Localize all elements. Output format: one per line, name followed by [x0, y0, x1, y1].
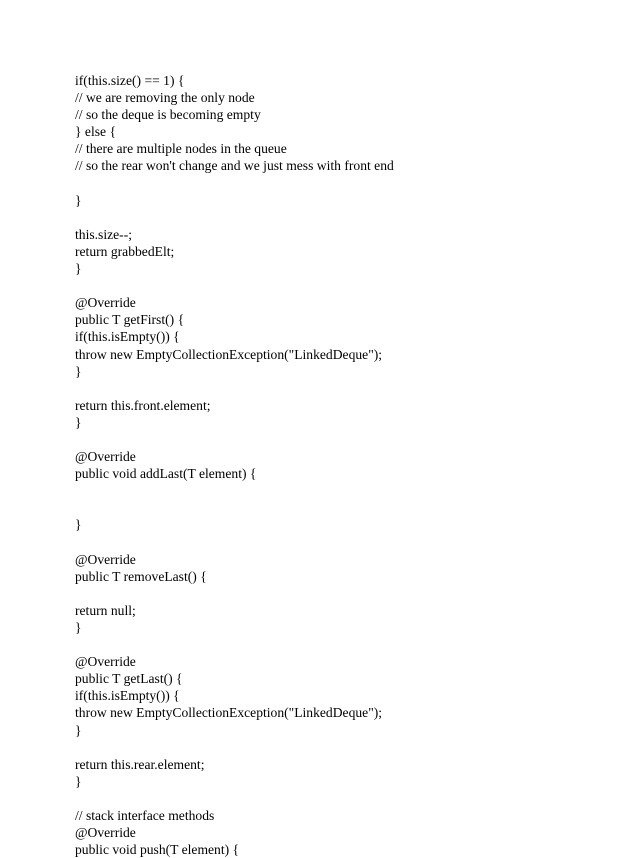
- code-line: }: [75, 620, 82, 635]
- code-line: return null;: [75, 602, 136, 618]
- code-line: }: [75, 261, 82, 277]
- code-line: [75, 585, 394, 602]
- code-line: public T removeLast() {: [75, 568, 207, 584]
- code-line: public void push(T element) {: [75, 842, 240, 858]
- code-line: [75, 431, 394, 448]
- code-line: this.size--;: [75, 226, 133, 242]
- code-line: [75, 380, 394, 397]
- code-line: } else {: [75, 124, 116, 140]
- code-line: @Override: [75, 825, 136, 841]
- code-line: [75, 636, 394, 653]
- code-line: // there are multiple nodes in the queue: [75, 141, 287, 157]
- code-line: throw new EmptyCollectionException("LinkedDeque");: [75, 705, 383, 721]
- code-line: }: [75, 414, 82, 430]
- code-line: [75, 534, 394, 551]
- code-line: @Override: [75, 449, 136, 465]
- code-line: // so the deque is becoming empty: [75, 107, 261, 123]
- code-line: }: [75, 722, 82, 738]
- code-line: }: [75, 773, 82, 789]
- code-line: }: [75, 192, 82, 208]
- code-line: if(this.isEmpty()) {: [75, 329, 180, 345]
- code-line: [75, 209, 394, 226]
- code-line: @Override: [75, 551, 136, 567]
- code-line: // stack interface methods: [75, 808, 215, 824]
- code-line: [75, 790, 394, 807]
- code-line: @Override: [75, 295, 136, 311]
- code-line: return this.front.element;: [75, 397, 211, 413]
- code-line: }: [75, 517, 82, 533]
- code-line: if(this.isEmpty()) {: [75, 688, 180, 704]
- code-line: public T getLast() {: [75, 671, 183, 687]
- code-line: [75, 499, 394, 516]
- code-line: public T getFirst() {: [75, 312, 185, 328]
- code-line: [75, 175, 394, 192]
- code-line: if(this.size() == 1) {: [75, 73, 185, 88]
- code-line: // so the rear won't change and we just mess with front end: [75, 158, 394, 174]
- code-line: }: [75, 363, 82, 379]
- code-line: [75, 277, 394, 294]
- code-line: [75, 482, 394, 499]
- code-line: @Override: [75, 654, 136, 670]
- code-line: return this.rear.element;: [75, 756, 205, 772]
- code-line: return grabbedElt;: [75, 243, 175, 259]
- code-line: throw new EmptyCollectionException("LinkedDeque");: [75, 346, 383, 362]
- code-listing: [75, 72, 394, 858]
- code-line: public void addLast(T element) {: [75, 466, 257, 482]
- code-line: // we are removing the only node: [75, 90, 255, 106]
- code-line: [75, 739, 394, 756]
